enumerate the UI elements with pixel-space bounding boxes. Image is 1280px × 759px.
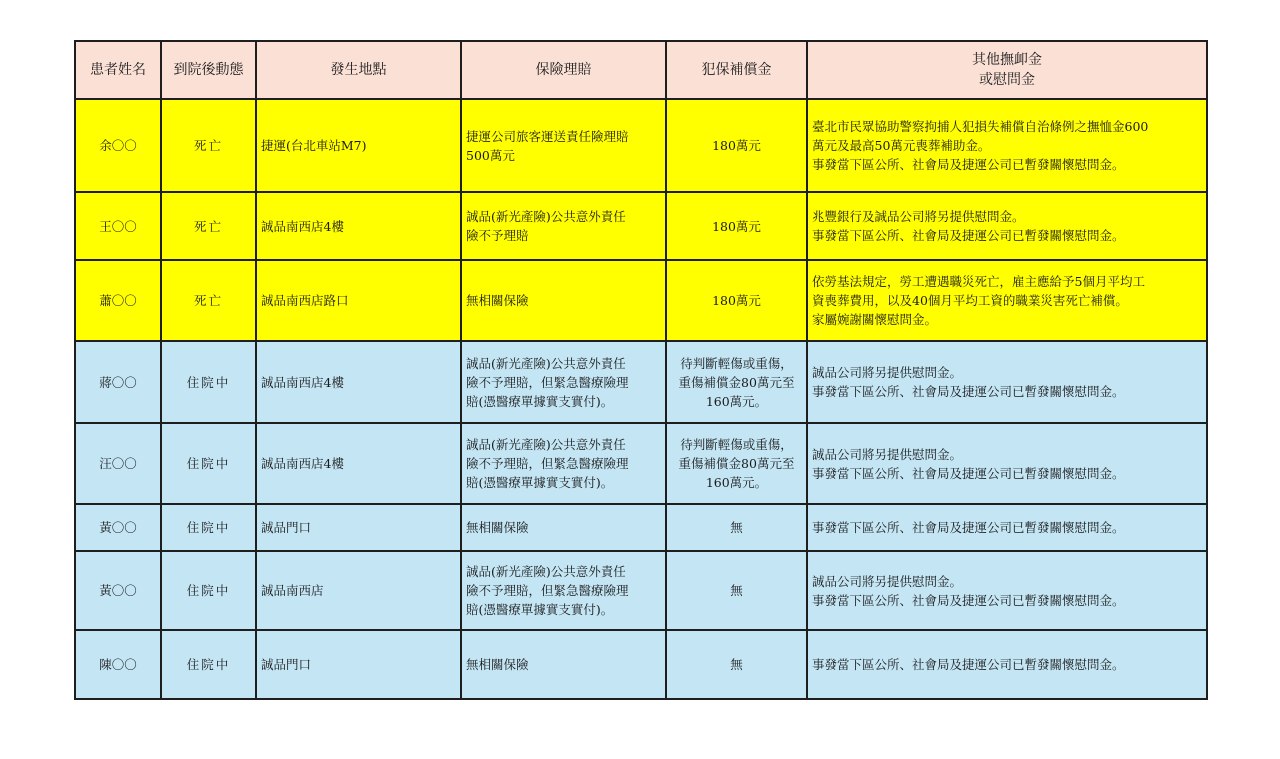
header-insurance-claim: 保險理賠 <box>461 41 666 99</box>
insurance-line: 捷運公司旅客運送責任險理賠 <box>466 128 629 144</box>
insurance-line: 險不予理賠，但緊急醫療險理 <box>466 456 629 471</box>
table-row <box>75 423 1207 504</box>
insurance-line: 賠(憑醫療單據實支實付)。 <box>466 475 614 490</box>
table-row <box>75 260 1207 341</box>
other-line: 依勞基法規定，勞工遭遇職災死亡，雇主應給予5個月平均工 <box>812 274 1145 289</box>
insurance-claim <box>461 630 666 699</box>
other-line: 家屬婉謝關懷慰問金。 <box>812 312 938 327</box>
victim-compensation-table <box>74 40 1208 700</box>
incident-location: 誠品門口 <box>256 504 461 551</box>
crime-comp-line: 180萬元 <box>712 293 761 308</box>
other-condolence <box>807 260 1207 341</box>
crime-compensation <box>666 99 807 192</box>
other-condolence <box>807 630 1207 699</box>
patient-status: 住院中 <box>161 504 256 551</box>
crime-comp-line: 待判斷輕傷或重傷， <box>680 437 793 452</box>
insurance-line: 險不予理賠，但緊急醫療險理 <box>466 583 629 598</box>
crime-comp-line: 180萬元 <box>712 138 761 153</box>
incident-location: 捷運(台北車站M7) <box>256 99 461 192</box>
other-line: 兆豐銀行及誠品公司將另提供慰問金。 <box>812 209 1025 224</box>
insurance-line: 賠(憑醫療單據實支實付)。 <box>466 393 614 409</box>
table-row <box>75 192 1207 260</box>
other-line: 臺北市民眾協助警察拘捕人犯損失補償自治條例之撫恤金600 <box>812 119 1149 134</box>
insurance-claim <box>461 341 666 423</box>
other-line: 萬元及最高50萬元喪葬補助金。 <box>812 138 991 153</box>
other-line: 事發當下區公所、社會局及捷運公司已暫發關懷慰問金。 <box>812 592 1125 608</box>
patient-name: 王〇〇 <box>75 192 161 260</box>
table-row <box>75 341 1207 423</box>
crime-comp-line: 無 <box>730 520 743 535</box>
other-line: 事發當下區公所、社會局及捷運公司已暫發關懷慰問金。 <box>812 520 1125 535</box>
insurance-line: 誠品(新光產險)公共意外責任 <box>466 564 626 579</box>
incident-location: 誠品門口 <box>256 630 461 699</box>
insurance-line: 無相關保險 <box>466 293 529 308</box>
patient-status: 死亡 <box>161 99 256 192</box>
insurance-line: 賠(憑醫療單據實支實付)。 <box>466 602 614 617</box>
crime-compensation <box>666 341 807 423</box>
insurance-line: 500萬元 <box>466 147 515 163</box>
patient-status: 住院中 <box>161 423 256 504</box>
crime-compensation <box>666 192 807 260</box>
patient-name: 蕭〇〇 <box>75 260 161 341</box>
insurance-claim <box>461 99 666 192</box>
insurance-claim <box>461 192 666 260</box>
insurance-line: 險不予理賠，但緊急醫療險理 <box>466 374 629 390</box>
insurance-line: 誠品(新光產險)公共意外責任 <box>466 209 626 224</box>
patient-name: 黃〇〇 <box>75 551 161 630</box>
insurance-claim <box>461 423 666 504</box>
header-other-line2: 或慰問金 <box>979 72 1035 88</box>
crime-comp-line: 待判斷輕傷或重傷， <box>680 355 793 371</box>
insurance-line: 無相關保險 <box>466 520 529 535</box>
patient-name: 蔣〇〇 <box>75 341 161 423</box>
header-crime-victim-compensation: 犯保補償金 <box>666 41 807 99</box>
insurance-line: 誠品(新光產險)公共意外責任 <box>466 437 626 452</box>
other-line: 事發當下區公所、社會局及捷運公司已暫發關懷慰問金。 <box>812 384 1125 399</box>
other-line: 事發當下區公所、社會局及捷運公司已暫發關懷慰問金。 <box>812 228 1125 243</box>
patient-status: 死亡 <box>161 192 256 260</box>
patient-status: 住院中 <box>161 551 256 630</box>
crime-comp-line: 重傷補償金80萬元至 <box>678 456 795 471</box>
patient-name: 余〇〇 <box>75 99 161 192</box>
insurance-line: 誠品(新光產險)公共意外責任 <box>466 355 626 371</box>
crime-comp-line: 重傷補償金80萬元至 <box>678 374 795 390</box>
other-line: 事發當下區公所、社會局及捷運公司已暫發關懷慰問金。 <box>812 657 1125 672</box>
insurance-line: 險不予理賠 <box>466 228 529 243</box>
header-other-line1: 其他撫卹金 <box>972 52 1042 68</box>
insurance-line: 無相關保險 <box>466 657 529 672</box>
patient-name: 黃〇〇 <box>75 504 161 551</box>
crime-compensation <box>666 630 807 699</box>
insurance-claim <box>461 551 666 630</box>
other-condolence <box>807 423 1207 504</box>
insurance-claim <box>461 260 666 341</box>
crime-comp-line: 180萬元 <box>712 218 761 234</box>
header-row <box>75 41 1207 99</box>
other-line: 誠品公司將另提供慰問金。 <box>812 446 963 462</box>
crime-compensation <box>666 551 807 630</box>
header-status-after-arrival: 到院後動態 <box>161 41 256 99</box>
incident-location: 誠品南西店路口 <box>256 260 461 341</box>
other-condolence <box>807 192 1207 260</box>
incident-location: 誠品南西店4樓 <box>256 423 461 504</box>
patient-name: 汪〇〇 <box>75 423 161 504</box>
crime-comp-line: 無 <box>730 657 743 672</box>
insurance-claim <box>461 504 666 551</box>
table-row <box>75 551 1207 630</box>
header-location: 發生地點 <box>256 41 461 99</box>
header-patient-name: 患者姓名 <box>75 41 161 99</box>
other-condolence <box>807 504 1207 551</box>
patient-status: 住院中 <box>161 630 256 699</box>
crime-comp-line: 160萬元。 <box>705 475 768 490</box>
patient-status: 住院中 <box>161 341 256 423</box>
crime-compensation <box>666 260 807 341</box>
crime-comp-line: 無 <box>730 583 743 598</box>
other-condolence <box>807 551 1207 630</box>
other-line: 事發當下區公所、社會局及捷運公司已暫發關懷慰問金。 <box>812 465 1125 481</box>
incident-location: 誠品南西店4樓 <box>256 341 461 423</box>
header-other-condolence <box>807 41 1207 99</box>
other-line: 誠品公司將另提供慰問金。 <box>812 365 963 380</box>
incident-location: 誠品南西店 <box>256 551 461 630</box>
other-line: 資喪葬費用，以及40個月平均工資的職業災害死亡補償。 <box>812 293 1128 308</box>
table-row <box>75 99 1207 192</box>
table-row <box>75 504 1207 551</box>
crime-compensation <box>666 504 807 551</box>
other-line: 事發當下區公所、社會局及捷運公司已暫發關懷慰問金。 <box>812 157 1125 172</box>
patient-name: 陳〇〇 <box>75 630 161 699</box>
other-condolence <box>807 99 1207 192</box>
other-condolence <box>807 341 1207 423</box>
other-line: 誠品公司將另提供慰問金。 <box>812 573 963 589</box>
table-row <box>75 630 1207 699</box>
crime-comp-line: 160萬元。 <box>705 393 768 409</box>
patient-status: 死亡 <box>161 260 256 341</box>
incident-location: 誠品南西店4樓 <box>256 192 461 260</box>
crime-compensation <box>666 423 807 504</box>
